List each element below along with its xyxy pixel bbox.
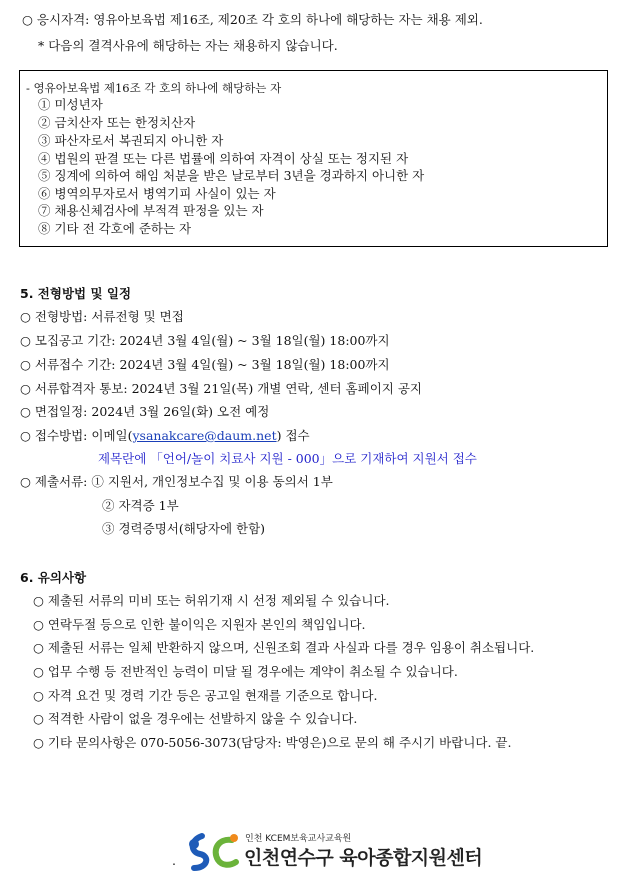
section5-item: ○ 서류합격자 통보: 2024년 3월 21일(목) 개별 연락, 센터 홈페이지 공지 <box>20 381 422 396</box>
submission-docs-line: ○ 제출서류: ① 지원서, 개인정보수집 및 이용 동의서 1부 <box>20 474 333 489</box>
apply-suffix: ) 접수 <box>276 428 310 443</box>
box-item: ④ 법원의 판결 또는 다른 법률에 의하여 자격이 상실 또는 정지된 자 <box>38 151 409 166</box>
box-item: ② 금치산자 또는 한정치산자 <box>38 115 196 130</box>
section6-item: ○ 연락두절 등으로 인한 불이익은 지원자 본인의 책임입니다. <box>33 617 366 632</box>
section6-item: ○ 기타 문의사항은 070-5056-3073(담당자: 박영은)으로 문의 해 주시기 바랍니다. 끝. <box>33 735 512 750</box>
box-item: ⑤ 징계에 의하여 해임 처분을 받은 날로부터 3년을 경과하지 아니한 자 <box>38 168 425 183</box>
section6-item: ○ 제출된 서류는 일체 반환하지 않으며, 신원조회 결과 사실과 다를 경우 임용이 취소됩니다. <box>33 640 535 655</box>
section5-item: ○ 면접일정: 2024년 3월 26일(화) 오전 예정 <box>20 404 270 419</box>
section5-heading: 5. 전형방법 및 일정 <box>20 286 132 301</box>
footer-dot: . <box>172 853 176 868</box>
qualification-note: * 다음의 결격사유에 해당하는 자는 채용하지 않습니다. <box>38 38 338 53</box>
section6-heading: 6. 유의사항 <box>20 570 87 585</box>
submission-doc: ③ 경력증명서(해당자에 한함) <box>102 521 266 536</box>
box-title: - 영유아보육법 제16조 각 호의 하나에 해당하는 자 <box>26 81 282 95</box>
section6-item: ○ 적격한 사람이 없을 경우에는 선발하지 않을 수 있습니다. <box>33 711 358 726</box>
apply-prefix: ○ 접수방법: 이메일( <box>20 428 133 443</box>
apply-note: 제목란에 「언어/놀이 치료사 지원 - 000」으로 기재하여 지원서 접수 <box>98 451 477 466</box>
section5-item: ○ 서류접수 기간: 2024년 3월 4일(월) ~ 3월 18일(월) 18:00까지 <box>20 357 390 372</box>
box-item: ⑧ 기타 전 각호에 준하는 자 <box>38 221 192 236</box>
section6-item: ○ 자격 요건 및 경력 기간 등은 공고일 현재를 기준으로 합니다. <box>33 688 378 703</box>
box-item: ① 미성년자 <box>38 97 103 112</box>
footer-org-name: 인천연수구 육아종합지원센터 <box>244 847 483 869</box>
box-item: ③ 파산자로서 복권되지 아니한 자 <box>38 133 224 148</box>
box-item: ⑦ 채용신체검사에 부적격 판정을 있는 자 <box>38 203 264 218</box>
section6-item: ○ 업무 수행 등 전반적인 능력이 미달 될 경우에는 계약이 취소될 수 있습니다. <box>33 664 458 679</box>
section5-item: ○ 모집공고 기간: 2024년 3월 4일(월) ~ 3월 18일(월) 18:00까지 <box>20 333 390 348</box>
submission-doc: ② 자격증 1부 <box>102 498 179 513</box>
center-logo-icon <box>186 830 242 872</box>
apply-method-line <box>20 427 310 445</box>
section6-item: ○ 제출된 서류의 미비 또는 허위기재 시 선정 제외될 수 있습니다. <box>33 593 390 608</box>
footer-org-small: 인천 KCEM보육교사교육원 <box>245 834 352 844</box>
apply-email-link[interactable]: ysanakcare@daum.net <box>132 428 277 443</box>
section5-item: ○ 전형방법: 서류전형 및 면접 <box>20 309 184 324</box>
qualification-line: ○ 응시자격: 영유아보육법 제16조, 제20조 각 호의 하나에 해당하는 자는 채용 제외. <box>22 12 483 27</box>
box-item: ⑥ 병역의무자로서 병역기피 사실이 있는 자 <box>38 186 276 201</box>
